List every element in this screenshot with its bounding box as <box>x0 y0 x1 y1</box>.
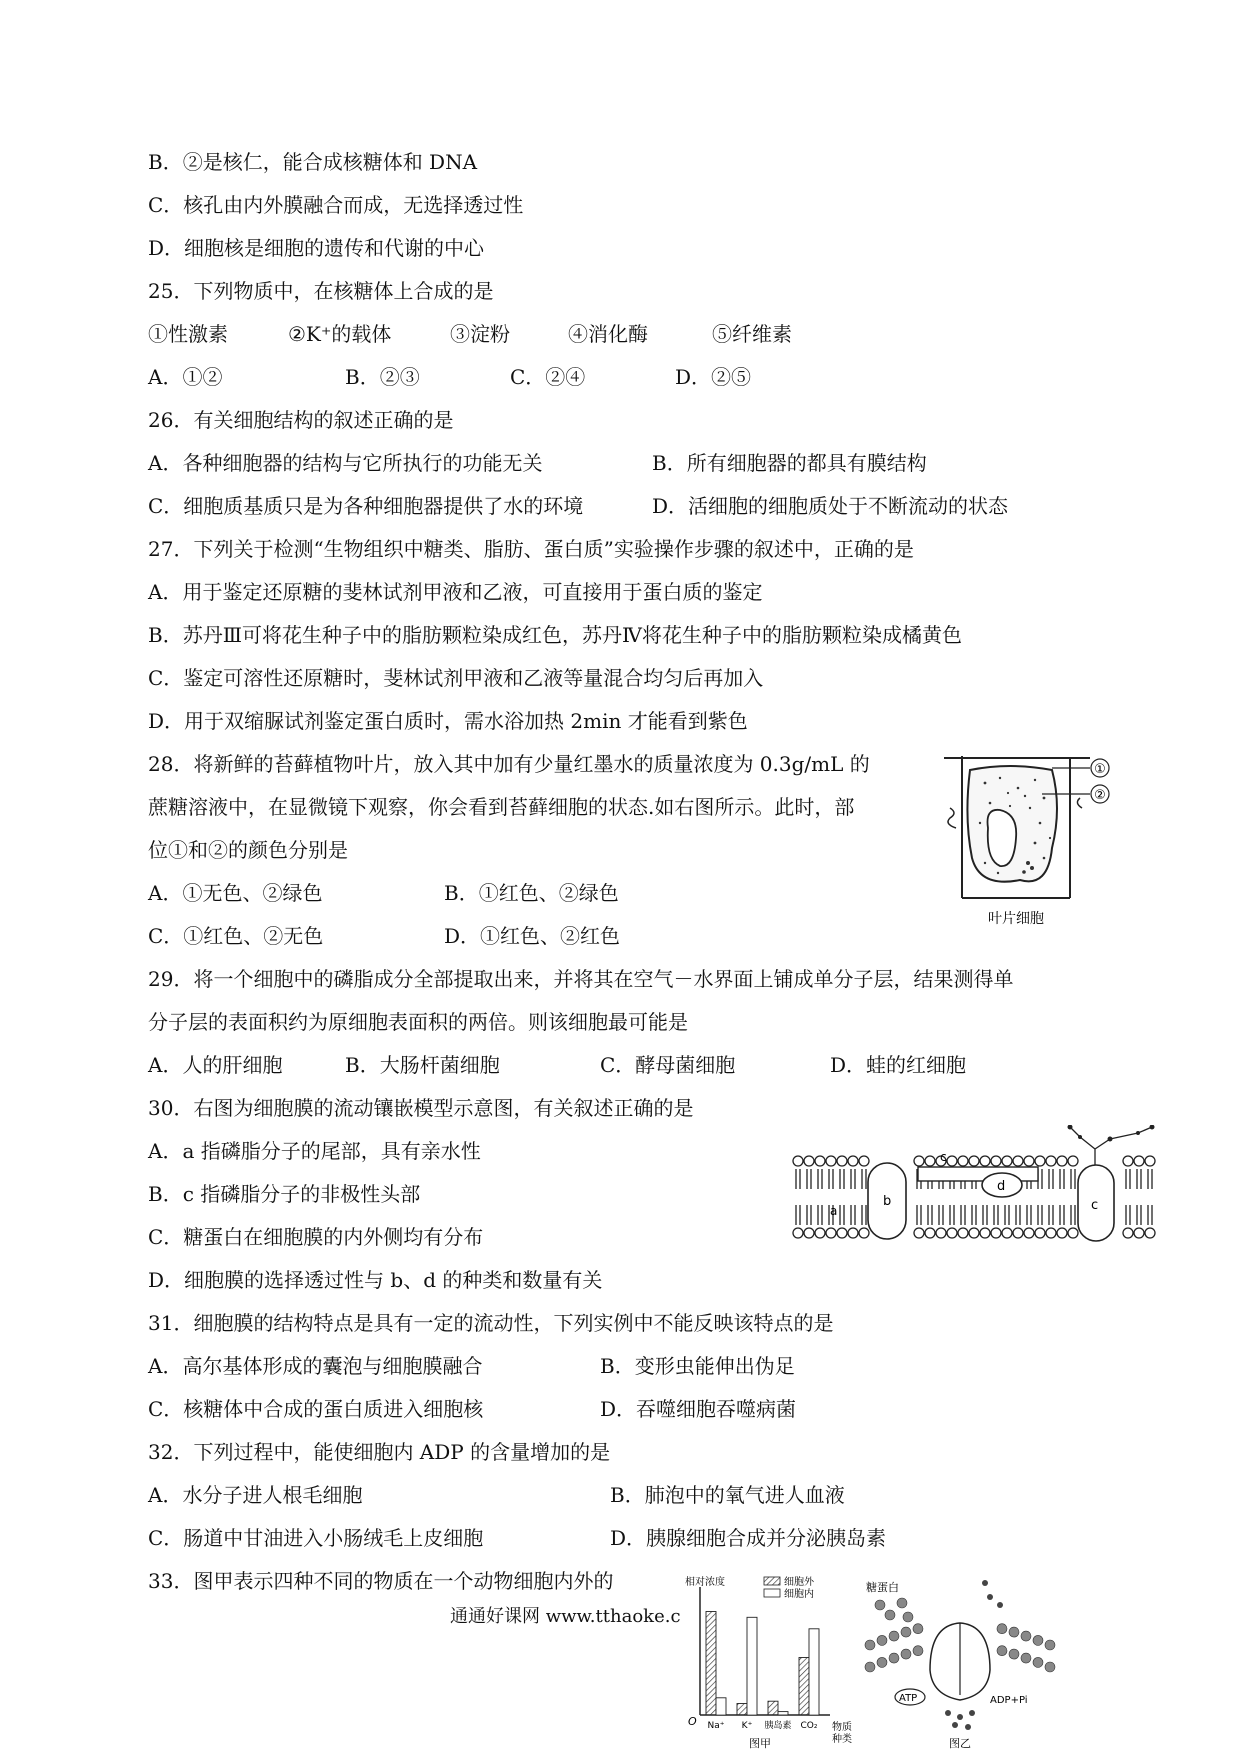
membrane-label-b: b <box>883 1194 892 1209</box>
phospholipid-head <box>815 1228 825 1238</box>
q25-item-2: ②K⁺的载体 <box>288 322 392 346</box>
phospholipid-head <box>804 1156 814 1166</box>
phospholipid-head <box>936 1228 946 1238</box>
q27-option-c: C．鉴定可溶性还原糖时，斐林试剂甲液和乙液等量混合均匀后再加入 <box>148 666 764 690</box>
membrane-label-c-top: c <box>940 1150 947 1164</box>
membrane-bead <box>1021 1631 1031 1641</box>
jia-tick-label: CO₂ <box>800 1721 818 1731</box>
q24-option-c: C．核孔由内外膜融合而成，无选择透过性 <box>148 193 524 217</box>
q27-option-b: B．苏丹Ⅲ可将花生种子中的脂肪颗粒染成红色，苏丹Ⅳ将花生种子中的脂肪颗粒染成橘黄色 <box>148 623 962 647</box>
membrane-model-figure <box>790 1125 1170 1245</box>
phospholipid-head <box>859 1228 869 1238</box>
phospholipid-head <box>991 1228 1001 1238</box>
membrane-bead <box>901 1627 911 1637</box>
yi-adp-label: ADP+Pi <box>990 1695 1028 1706</box>
glycoprotein-bead <box>875 1600 885 1610</box>
phospholipid-head <box>1134 1228 1144 1238</box>
jia-x-label-2: 种类 <box>832 1734 852 1745</box>
yi-caption: 图乙 <box>949 1737 971 1750</box>
q28-option-b: B．①红色、②绿色 <box>444 881 619 905</box>
phospholipid-head <box>958 1156 968 1166</box>
q25-option-a: A．①② <box>148 365 223 389</box>
phospholipid-head <box>1123 1156 1133 1166</box>
q32-option-d: D．胰腺细胞合成并分泌胰岛素 <box>610 1526 887 1550</box>
q24-option-d: D．细胞核是细胞的遗传和代谢的中心 <box>148 236 485 260</box>
glycoprotein-bead <box>903 1612 913 1622</box>
phospholipid-head <box>1013 1228 1023 1238</box>
phospholipid-head <box>1057 1156 1067 1166</box>
bar-inside-1 <box>747 1617 757 1715</box>
phospholipid-head <box>969 1156 979 1166</box>
q28-option-c: C．①红色、②无色 <box>148 924 324 948</box>
q29-option-c: C．酵母菌细胞 <box>600 1053 736 1077</box>
q25-option-d: D．②⑤ <box>675 365 752 389</box>
q25-option-b: B．②③ <box>345 365 420 389</box>
jia-origin: O <box>688 1715 697 1728</box>
q25-item-3: ③淀粉 <box>450 322 510 346</box>
membrane-bead <box>1045 1640 1055 1650</box>
phospholipid-head <box>848 1228 858 1238</box>
q27-stem: 27．下列关于检测“生物组织中糖类、脂肪、蛋白质”实验操作步骤的叙述中，正确的是 <box>148 537 914 561</box>
phospholipid-head <box>1145 1228 1155 1238</box>
q26-stem: 26．有关细胞结构的叙述正确的是 <box>148 408 454 432</box>
q32-option-b: B．肺泡中的氧气进人血液 <box>610 1483 845 1507</box>
membrane-bead <box>877 1657 887 1667</box>
jia-legend-in: 细胞内 <box>784 1589 814 1600</box>
q31-stem: 31．细胞膜的结构特点是具有一定的流动性，下列实例中不能反映该特点的是 <box>148 1311 834 1335</box>
q30-option-b: B．c 指磷脂分子的非极性头部 <box>148 1182 421 1206</box>
jia-tick-label: 胰岛素 <box>764 1721 792 1731</box>
phospholipid-head <box>925 1228 935 1238</box>
q26-option-a: A．各种细胞器的结构与它所执行的功能无关 <box>148 451 543 475</box>
bar-inside-2 <box>778 1712 788 1715</box>
q30-option-c: C．糖蛋白在细胞膜的内外侧均有分布 <box>148 1225 484 1249</box>
q28-option-d: D．①红色、②红色 <box>444 924 621 948</box>
yi-glycoprotein-label: 糖蛋白 <box>866 1581 899 1594</box>
bar-outside-1 <box>737 1704 747 1716</box>
q29-stem-line-1: 29．将一个细胞中的磷脂成分全部提取出来，并将其在空气－水界面上铺成单分子层，结果测得单 <box>148 967 1014 991</box>
membrane-bead <box>1045 1662 1055 1672</box>
phospholipid-head <box>1068 1228 1078 1238</box>
phospholipid-head <box>947 1228 957 1238</box>
membrane-label-d: d <box>997 1179 1006 1194</box>
figure-jia-bar-chart <box>680 1575 880 1750</box>
figure-yi-transport <box>860 1575 1060 1750</box>
phospholipid-head <box>947 1156 957 1166</box>
bar-inside-3 <box>809 1629 819 1715</box>
jia-tick-label: Na⁺ <box>707 1721 725 1731</box>
q32-option-c: C．肠道中甘油进入小肠绒毛上皮细胞 <box>148 1526 484 1550</box>
q25-stem: 25．下列物质中，在核糖体上合成的是 <box>148 279 494 303</box>
phospholipid-head <box>1024 1156 1034 1166</box>
membrane-bead <box>865 1662 875 1672</box>
phospholipid-head <box>1002 1228 1012 1238</box>
q29-option-b: B．大肠杆菌细胞 <box>345 1053 500 1077</box>
phospholipid-head <box>793 1156 803 1166</box>
phospholipid-head <box>815 1156 825 1166</box>
phospholipid-head <box>980 1228 990 1238</box>
q30-option-d: D．细胞膜的选择透过性与 b、d 的种类和数量有关 <box>148 1268 603 1292</box>
membrane-bead <box>997 1646 1007 1656</box>
membrane-bead <box>901 1649 911 1659</box>
q31-option-c: C．核糖体中合成的蛋白质进入细胞核 <box>148 1397 484 1421</box>
phospholipid-head <box>859 1156 869 1166</box>
phospholipid-head <box>925 1156 935 1166</box>
membrane-bead <box>889 1653 899 1663</box>
bar-outside-0 <box>706 1612 716 1716</box>
q31-option-d: D．吞噬细胞吞噬病菌 <box>600 1397 797 1421</box>
q32-option-a: A．水分子进人根毛细胞 <box>148 1483 363 1507</box>
phospholipid-head <box>1035 1156 1045 1166</box>
membrane-label-a: a <box>830 1204 838 1218</box>
jia-legend-swatch-out <box>764 1577 780 1585</box>
phospholipid-head <box>991 1156 1001 1166</box>
phospholipid-head <box>969 1228 979 1238</box>
glycoprotein-bead <box>885 1610 895 1620</box>
q31-option-a: A．高尔基体形成的囊泡与细胞膜融合 <box>148 1354 483 1378</box>
phospholipid-head <box>826 1228 836 1238</box>
phospholipid-head <box>958 1228 968 1238</box>
jia-legend-swatch-in <box>764 1589 780 1597</box>
phospholipid-head <box>826 1156 836 1166</box>
phospholipid-head <box>1134 1156 1144 1166</box>
q28-option-a: A．①无色、②绿色 <box>148 881 323 905</box>
q26-option-b: B．所有细胞器的都具有膜结构 <box>652 451 927 475</box>
q30-option-a: A．a 指磷脂分子的尾部，具有亲水性 <box>148 1139 481 1163</box>
leaf-cell-figure <box>940 748 1140 928</box>
membrane-bead <box>1021 1653 1031 1663</box>
phospholipid-head <box>1002 1156 1012 1166</box>
jia-y-label: 相对浓度 <box>685 1577 725 1588</box>
q30-stem: 30．右图为细胞膜的流动镶嵌模型示意图，有关叙述正确的是 <box>148 1096 694 1120</box>
glycoprotein-bead <box>897 1598 907 1608</box>
membrane-label-c: c <box>1091 1198 1099 1213</box>
phospholipid-head <box>1046 1156 1056 1166</box>
q29-option-a: A．人的肝细胞 <box>148 1053 283 1077</box>
membrane-bead <box>889 1631 899 1641</box>
q25-item-5: ⑤纤维素 <box>712 322 792 346</box>
phospholipid-head <box>1035 1228 1045 1238</box>
q29-stem-line-2: 分子层的表面积约为原细胞表面积的两倍。则该细胞最可能是 <box>148 1010 688 1034</box>
membrane-bead <box>913 1646 923 1656</box>
membrane-bead <box>997 1624 1007 1634</box>
q26-option-d: D．活细胞的细胞质处于不断流动的状态 <box>652 494 1009 518</box>
membrane-bead <box>877 1635 887 1645</box>
membrane-bead <box>865 1640 875 1650</box>
phospholipid-head <box>1057 1228 1067 1238</box>
membrane-bead <box>1033 1635 1043 1645</box>
phospholipid-head <box>1046 1228 1056 1238</box>
bar-outside-3 <box>799 1658 809 1716</box>
leaf-cell-caption: 叶片细胞 <box>988 911 1044 927</box>
phospholipid-head <box>914 1228 924 1238</box>
phospholipid-head <box>1024 1228 1034 1238</box>
jia-x-label-1: 物质 <box>832 1722 852 1733</box>
q26-option-c: C．细胞质基质只是为各种细胞器提供了水的环境 <box>148 494 584 518</box>
q29-option-d: D．蛙的红细胞 <box>830 1053 967 1077</box>
bar-inside-0 <box>716 1698 726 1715</box>
bar-outside-2 <box>768 1701 778 1715</box>
q25-item-1: ①性激素 <box>148 322 228 346</box>
q24-option-b: B．②是核仁，能合成核糖体和 DNA <box>148 150 478 174</box>
jia-caption: 图甲 <box>749 1737 771 1750</box>
phospholipid-head <box>837 1228 847 1238</box>
q27-option-d: D．用于双缩脲试剂鉴定蛋白质时，需水浴加热 2min 才能看到紫色 <box>148 709 748 733</box>
leaf-cell-label-2: ② <box>1094 788 1106 803</box>
q28-stem-line-2: 蔗糖溶液中，在显微镜下观察，你会看到苔藓细胞的状态.如右图所示。此时，部 <box>148 795 855 819</box>
q25-option-c: C．②④ <box>510 365 586 389</box>
q32-stem: 32．下列过程中，能使细胞内 ADP 的含量增加的是 <box>148 1440 611 1464</box>
jia-legend-out: 细胞外 <box>784 1577 814 1588</box>
phospholipid-head <box>914 1156 924 1166</box>
q28-stem-line-3: 位①和②的颜色分别是 <box>148 838 348 862</box>
leaf-cell-label-1: ① <box>1094 762 1106 777</box>
phospholipid-head <box>848 1156 858 1166</box>
phospholipid-head <box>837 1156 847 1166</box>
membrane-bead <box>1009 1627 1019 1637</box>
phospholipid-head <box>980 1156 990 1166</box>
membrane-bead <box>913 1624 923 1634</box>
q25-item-4: ④消化酶 <box>568 322 648 346</box>
phospholipid-head <box>1145 1156 1155 1166</box>
membrane-bead <box>1009 1649 1019 1659</box>
q33-stem: 33．图甲表示四种不同的物质在一个动物细胞内外的 <box>148 1569 614 1593</box>
phospholipid-head <box>793 1228 803 1238</box>
phospholipid-head <box>1013 1156 1023 1166</box>
q28-stem-line-1: 28．将新鲜的苔藓植物叶片，放入其中加有少量红墨水的质量浓度为 0.3g/mL 的 <box>148 752 870 776</box>
q31-option-b: B．变形虫能伸出伪足 <box>600 1354 795 1378</box>
phospholipid-head <box>804 1228 814 1238</box>
phospholipid-head <box>1068 1156 1078 1166</box>
footer-watermark: 通通好课网 www.tthaoke.c <box>450 1606 681 1627</box>
membrane-bead <box>1033 1657 1043 1667</box>
yi-atp-label: ATP <box>899 1693 918 1704</box>
jia-tick-label: K⁺ <box>741 1721 753 1731</box>
q27-option-a: A．用于鉴定还原糖的斐林试剂甲液和乙液，可直接用于蛋白质的鉴定 <box>148 580 763 604</box>
phospholipid-head <box>1123 1228 1133 1238</box>
